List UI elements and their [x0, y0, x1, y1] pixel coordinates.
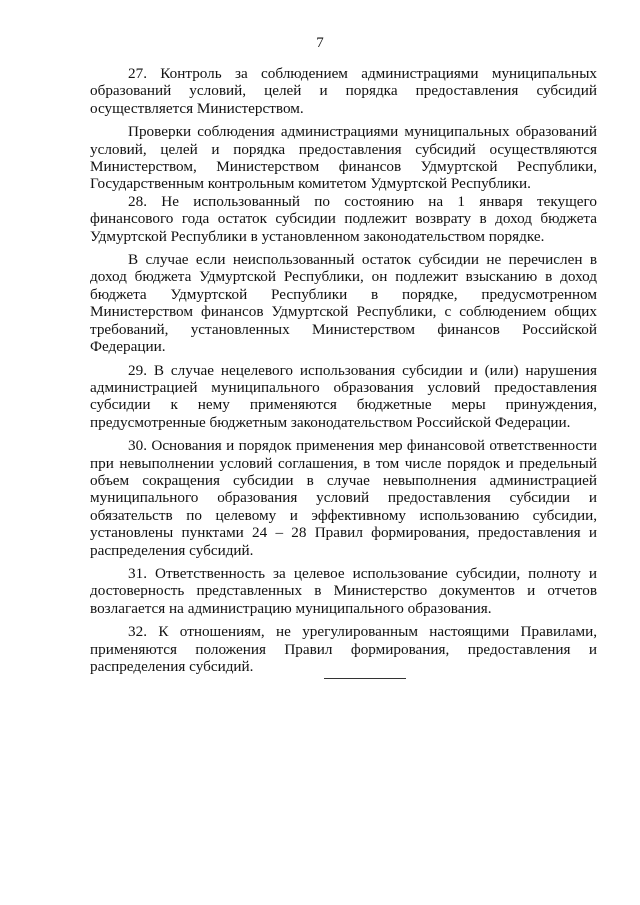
paragraph-31: 31. Ответственность за целевое использование субсидии, полноту и достоверность представленных в Министерство документов и отчетов возлагается на администрацию муниципального образования.: [90, 564, 597, 617]
paragraph-28-recovery: В случае если неиспользованный остаток субсидии не перечислен в доход бюджета Удмуртской Республики, он подлежит взысканию в доход бюджета Удмуртской Республики в порядке, предусмотренном Министерством финансов Удмуртской Республики, с соблюдением общих требований, установленных Министерством финансов Российской Федерации.: [90, 251, 597, 356]
document-body: [90, 65, 597, 681]
paragraph-28: 28. Не использованный по состоянию на 1 января текущего финансового года остаток субсидии подлежит возврату в доход бюджета Удмуртской Республики в установленном законодательством порядке.: [90, 192, 597, 245]
paragraph-27: 27. Контроль за соблюдением администрациями муниципальных образований условий, целей и порядка предоставления субсидий осуществляется Министерством.: [90, 65, 597, 117]
paragraph-32: 32. К отношениям, не урегулированным настоящими Правилами, применяются положения Правил формирования, предоставления и распределения субсидий.: [90, 623, 597, 675]
end-of-document-line: [324, 678, 406, 679]
paragraph-27-checks: Проверки соблюдения администрациями муниципальных образований условий, целей и порядка предоставления субсидий осуществляются Министерством, Министерством финансов Удмуртской Республики, Государственным контрольным комитетом Удмуртской Республики.: [90, 123, 597, 193]
page-number: 7: [316, 35, 324, 51]
paragraph-29: 29. В случае нецелевого использования субсидии и (или) нарушения администрацией муниципального образования условий предоставления субсидии к нему применяются бюджетные меры принуждения, предусмотренные бюджетным законодательством Российской Федерации.: [90, 361, 597, 431]
paragraph-30: 30. Основания и порядок применения мер финансовой ответственности при невыполнении условий соглашения, в том числе порядок и предельный объем сокращения субсидии в случае невыполнения администрацией муниципального образования условий предоставления субсидии и обязательств по целевому и эффективному использованию субсидии, установлены пунктами 24 – 28 Правил формирования, предоставления и распределения субсидий.: [90, 437, 597, 559]
